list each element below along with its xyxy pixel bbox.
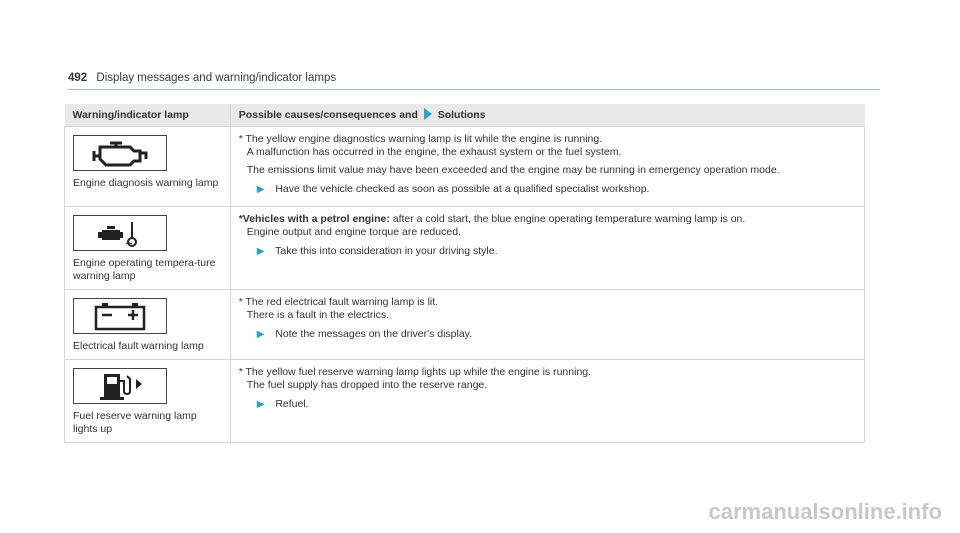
col-header-lamp: Warning/indicator lamp bbox=[65, 104, 231, 127]
lamp-cell bbox=[65, 207, 231, 290]
solution-action bbox=[257, 245, 856, 258]
table-row bbox=[65, 290, 865, 360]
action-arrow-icon: ▶ bbox=[256, 246, 265, 257]
action-text: Note the messages on the driver's display. bbox=[275, 328, 473, 340]
table-row bbox=[65, 127, 865, 207]
description-line: * The yellow fuel reserve warning lamp lights up while the engine is running. bbox=[238, 366, 592, 378]
table-header-row bbox=[65, 104, 865, 127]
table-row bbox=[65, 207, 865, 290]
lamp-label: Engine operating tempera-ture warning lamp bbox=[73, 257, 216, 282]
table-row bbox=[65, 360, 865, 443]
solution-action bbox=[257, 183, 856, 196]
fuel-pump-icon bbox=[73, 368, 167, 404]
warning-lamp-table bbox=[64, 104, 865, 443]
action-arrow-icon: ▶ bbox=[256, 184, 265, 195]
lamp-label: Engine diagnosis warning lamp bbox=[73, 177, 219, 189]
page-title: Display messages and warning/indicator lamps bbox=[96, 72, 337, 84]
action-text: Have the vehicle checked as soon as possible at a qualified specialist workshop. bbox=[275, 183, 650, 195]
col-header-solutions-text: Solutions bbox=[437, 109, 486, 121]
description-line: The emissions limit value may have been exceeded and the engine may be running in emergency operation mode. bbox=[246, 164, 780, 176]
engine-temperature-icon bbox=[73, 215, 167, 251]
action-arrow-icon: ▶ bbox=[256, 329, 265, 340]
description-line bbox=[239, 213, 856, 226]
action-arrow-icon: ▶ bbox=[256, 399, 265, 410]
description-line: A malfunction has occurred in the engine, the exhaust system or the fuel system. bbox=[246, 146, 622, 158]
engine-diagnosis-icon bbox=[73, 135, 167, 171]
watermark: carmanualsonline.info bbox=[708, 499, 942, 524]
description-cell bbox=[230, 207, 864, 290]
page-header bbox=[68, 72, 880, 90]
lamp-label: Fuel reserve warning lamp lights up bbox=[73, 410, 197, 435]
description-cell bbox=[230, 360, 864, 443]
description-text: after a cold start, the blue engine operating temperature warning lamp is on. bbox=[392, 213, 746, 225]
description-line: The fuel supply has dropped into the reserve range. bbox=[246, 379, 488, 391]
vehicle-condition: *Vehicles with a petrol engine: bbox=[238, 213, 390, 225]
col-header-causes bbox=[230, 104, 864, 127]
action-text: Take this into consideration in your driving style. bbox=[275, 245, 498, 257]
solution-arrow-icon bbox=[424, 108, 432, 120]
solution-action bbox=[257, 328, 856, 341]
action-text: Refuel. bbox=[275, 398, 309, 410]
description-line: * The red electrical fault warning lamp is lit. bbox=[238, 296, 439, 308]
description-line: There is a fault in the electrics. bbox=[246, 309, 390, 321]
lamp-cell bbox=[65, 127, 231, 207]
lamp-cell bbox=[65, 360, 231, 443]
description-line: * The yellow engine diagnostics warning lamp is lit while the engine is running. bbox=[238, 133, 603, 145]
lamp-cell bbox=[65, 290, 231, 360]
col-header-causes-text: Possible causes/consequences and bbox=[238, 109, 418, 121]
description-line: Engine output and engine torque are reduced. bbox=[246, 226, 461, 238]
page-number: 492 bbox=[68, 72, 88, 84]
description-cell bbox=[230, 127, 864, 207]
battery-icon bbox=[73, 298, 167, 334]
solution-action bbox=[257, 398, 856, 411]
lamp-label: Electrical fault warning lamp bbox=[73, 340, 204, 352]
description-cell bbox=[230, 290, 864, 360]
